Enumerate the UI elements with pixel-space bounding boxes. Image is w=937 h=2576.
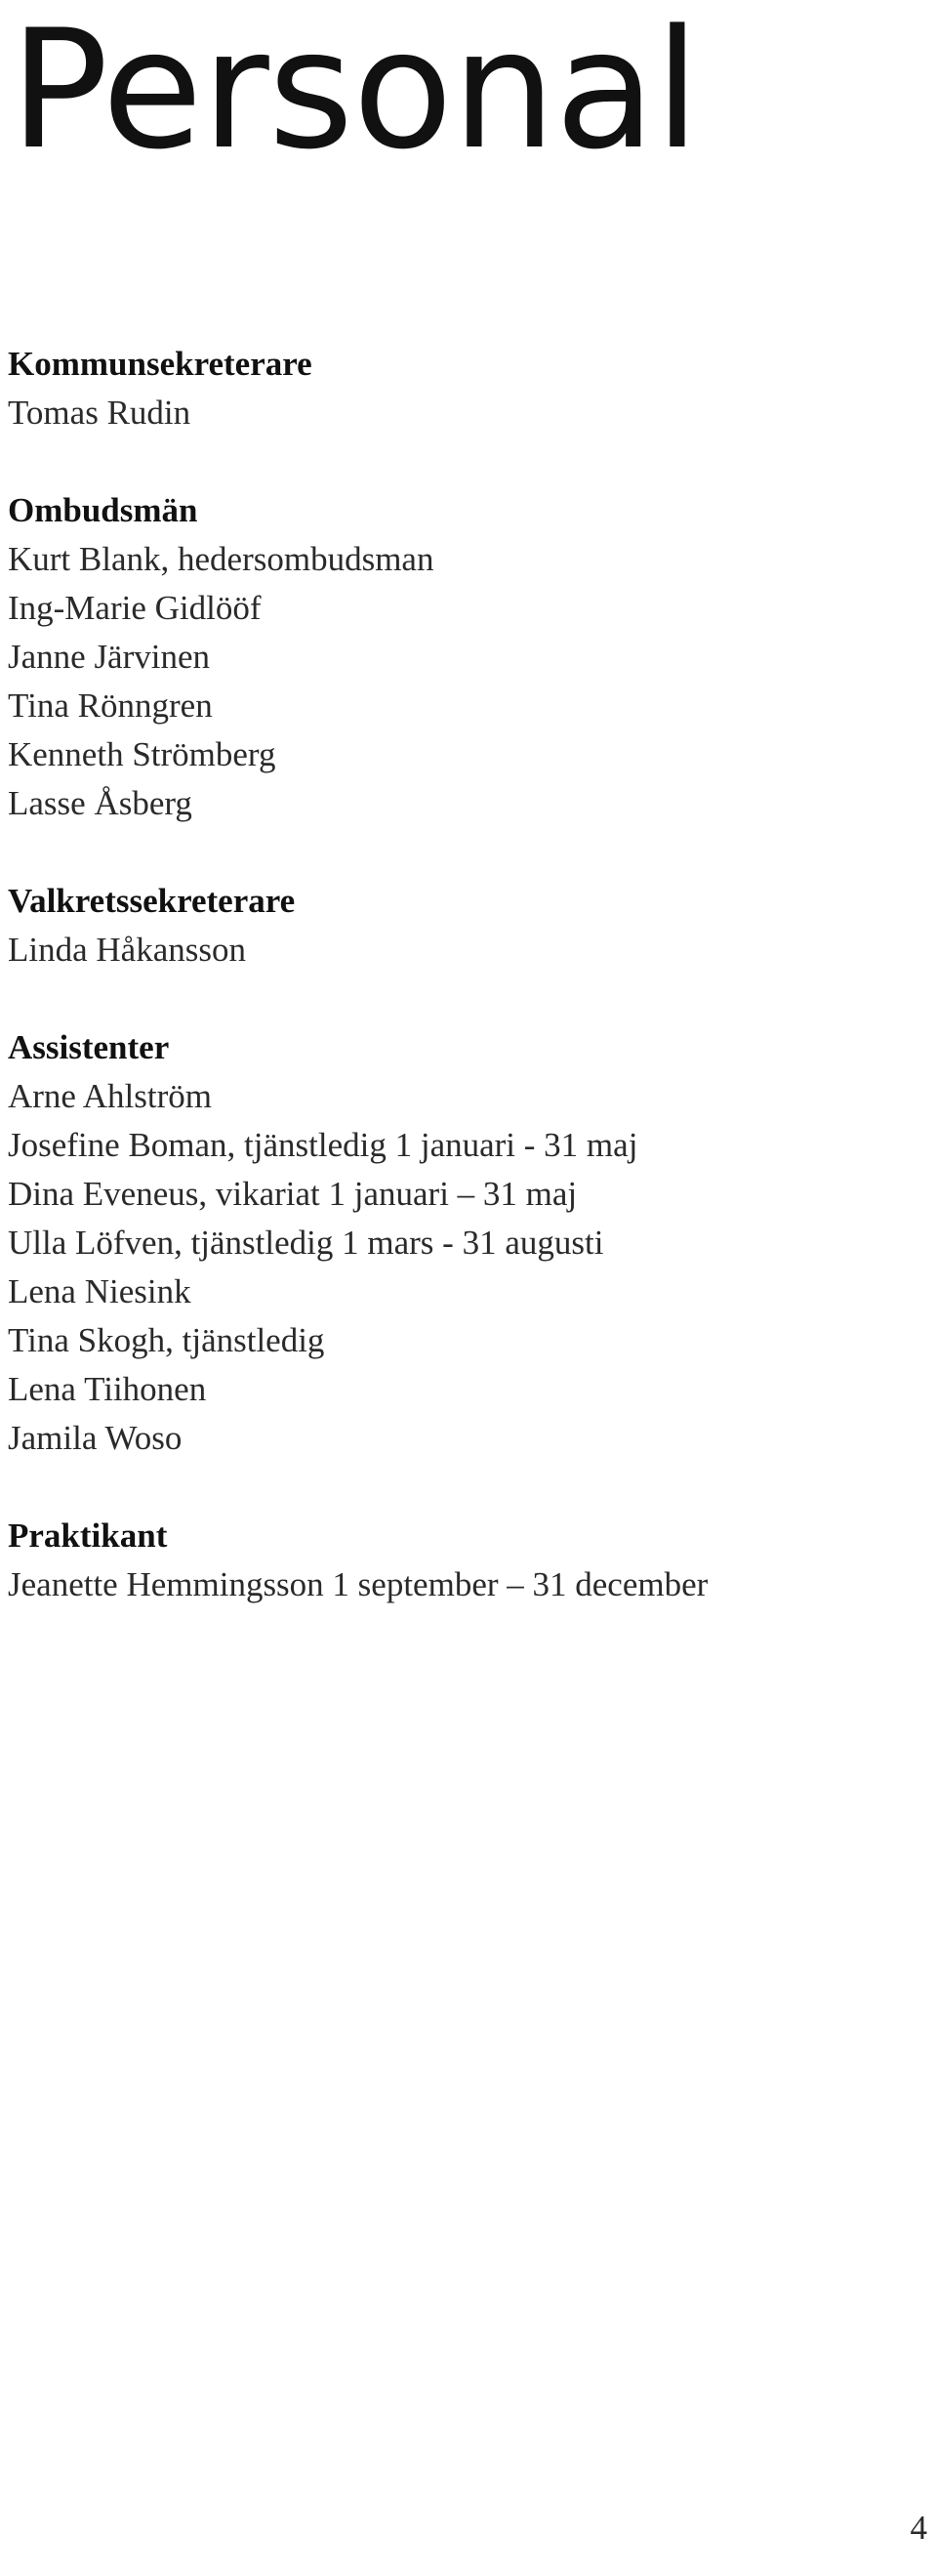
staff-entry: Tomas Rudin: [8, 394, 191, 432]
staff-entry: Josefine Boman, tjänstledig 1 januari - 31 maj: [8, 1126, 638, 1164]
page-number: 4: [910, 2509, 927, 2547]
section-assistenter: [8, 1023, 925, 1463]
staff-entry: Linda Håkansson: [8, 931, 246, 969]
staff-entry: Janne Järvinen: [8, 638, 211, 676]
section-ombudsman: [8, 486, 925, 828]
staff-entry: Ulla Löfven, tjänstledig 1 mars - 31 augusti: [8, 1224, 604, 1262]
staff-entry: Tina Rönngren: [8, 686, 213, 725]
staff-entry: Ing-Marie Gidlööf: [8, 589, 262, 627]
page-title: Personal: [10, 0, 700, 186]
section-heading: Kommunsekreterare: [8, 345, 312, 383]
section-valkretssekreterare: [8, 877, 925, 975]
staff-list: [8, 340, 925, 1658]
section-heading: Ombudsmän: [8, 491, 198, 529]
staff-entry: Jeanette Hemmingsson 1 september – 31 december: [8, 1565, 709, 1603]
staff-entry: Lena Niesink: [8, 1272, 191, 1310]
section-heading: Assistenter: [8, 1028, 170, 1066]
section-praktikant: [8, 1512, 925, 1609]
staff-entry: Lena Tiihonen: [8, 1370, 207, 1408]
section-heading: Valkretssekreterare: [8, 882, 296, 920]
section-kommunsekreterare: [8, 340, 925, 437]
staff-entry: Kurt Blank, hedersombudsman: [8, 540, 434, 578]
staff-entry: Arne Ahlström: [8, 1077, 213, 1115]
staff-entry: Dina Eveneus, vikariat 1 januari – 31 maj: [8, 1175, 578, 1213]
section-heading: Praktikant: [8, 1517, 168, 1555]
staff-entry: Lasse Åsberg: [8, 784, 192, 822]
staff-entry: Jamila Woso: [8, 1419, 183, 1457]
staff-entry: Tina Skogh, tjänstledig: [8, 1321, 325, 1359]
staff-entry: Kenneth Strömberg: [8, 735, 276, 773]
